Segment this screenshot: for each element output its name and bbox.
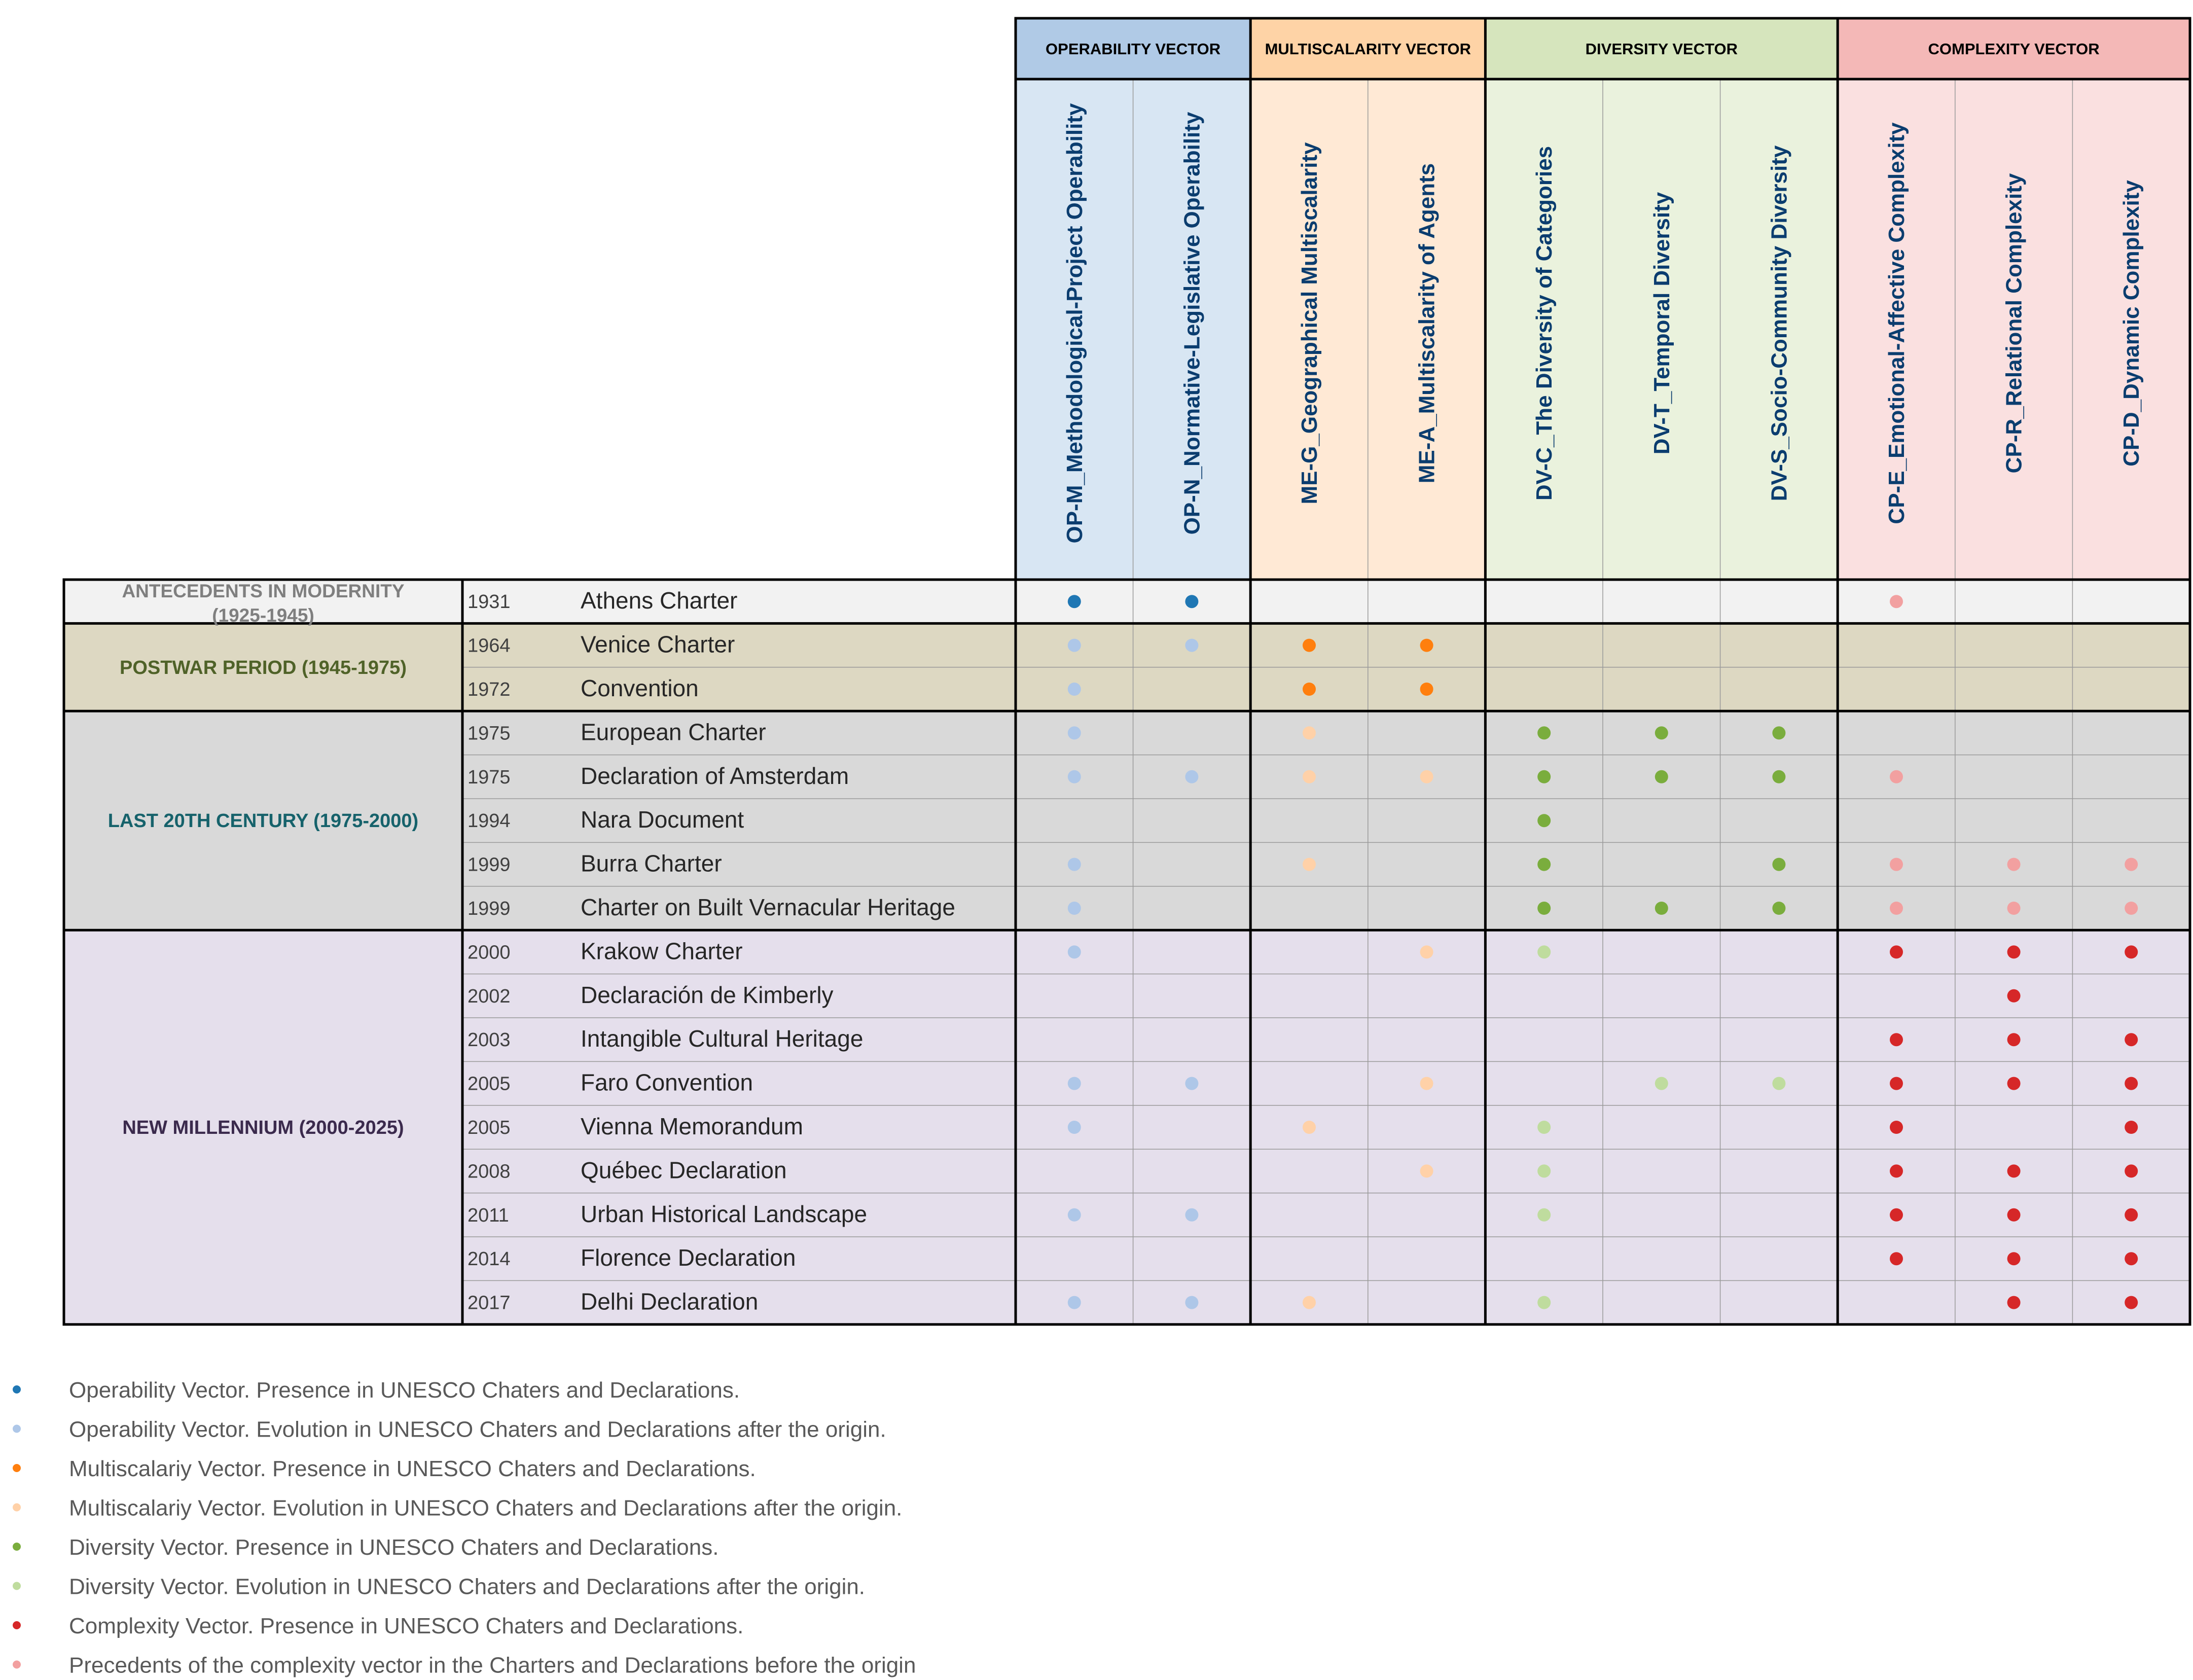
row-name: Delhi Declaration <box>581 1288 759 1315</box>
row-name: Urban Historical Landscape <box>581 1200 868 1227</box>
column-header-label: CP-D_Dynamic Complexity <box>2119 180 2144 467</box>
mark-dot <box>2125 1252 2138 1265</box>
legend-text: Multiscalariy Vector. Presence in UNESCO Chaters and Declarations. <box>69 1456 756 1481</box>
row-year: 1999 <box>468 898 511 919</box>
legend-dot <box>13 1582 21 1590</box>
row-name: Charter on Built Vernacular Heritage <box>581 894 955 920</box>
legend-dot <box>13 1425 21 1433</box>
mark-dot <box>1537 726 1551 739</box>
mark-dot <box>1537 945 1551 958</box>
mark-dot <box>1068 902 1081 915</box>
mark-dot <box>1068 639 1081 652</box>
mark-dot <box>2125 858 2138 871</box>
mark-dot <box>1890 595 1903 608</box>
row-year: 1975 <box>468 723 511 744</box>
column-header-label: OP-M_Methodological-Project Operability <box>1062 103 1087 544</box>
mark-dot <box>2007 902 2021 915</box>
mark-dot <box>2007 1077 2021 1090</box>
row-name: Venice Charter <box>581 631 735 658</box>
legend-dot <box>13 1504 21 1512</box>
row-name: European Charter <box>581 719 766 745</box>
period-label: LAST 20TH CENTURY (1975-2000) <box>107 810 419 832</box>
mark-dot <box>1303 858 1316 871</box>
mark-dot <box>2125 1033 2138 1046</box>
row-name: Intangible Cultural Heritage <box>581 1025 864 1052</box>
mark-dot <box>2007 1164 2021 1177</box>
mark-dot <box>1772 726 1785 739</box>
column-header-label: DV-T_Temporal Diversity <box>1649 192 1674 455</box>
row-name: Florence Declaration <box>581 1244 796 1271</box>
legend-text: Operability Vector. Evolution in UNESCO Chaters and Declarations after the origin. <box>69 1417 886 1442</box>
mark-dot <box>1537 770 1551 783</box>
mark-dot <box>1068 858 1081 871</box>
mark-dot <box>1068 1296 1081 1309</box>
row-year: 2014 <box>468 1248 511 1270</box>
legend-text: Diversity Vector. Presence in UNESCO Chaters and Declarations. <box>69 1535 719 1560</box>
mark-dot <box>1185 1208 1198 1222</box>
period-label: NEW MILLENNIUM (2000-2025) <box>122 1117 404 1138</box>
mark-dot <box>1068 945 1081 958</box>
mark-dot <box>1185 1077 1198 1090</box>
mark-dot <box>1420 683 1433 696</box>
row-year: 2017 <box>468 1292 511 1314</box>
row-year: 2000 <box>468 942 511 963</box>
mark-dot <box>1890 770 1903 783</box>
column-header-label: DV-S_Socio-Community Diversity <box>1767 145 1792 502</box>
mark-dot <box>1185 1296 1198 1309</box>
row-year: 1994 <box>468 810 511 832</box>
mark-dot <box>2125 1208 2138 1222</box>
mark-dot <box>1772 902 1785 915</box>
row-year: 1999 <box>468 854 511 876</box>
mark-dot <box>1068 1121 1081 1134</box>
mark-dot <box>1655 726 1668 739</box>
row-name: Nara Document <box>581 806 744 833</box>
mark-dot <box>1655 770 1668 783</box>
column-header-label: CP-R_Relational Complexity <box>2001 173 2027 474</box>
mark-dot <box>2007 1208 2021 1222</box>
legend-text: Precedents of the complexity vector in the Charters and Declarations before the origin <box>69 1653 916 1677</box>
mark-dot <box>1303 639 1316 652</box>
mark-dot <box>1655 902 1668 915</box>
mark-dot <box>1303 770 1316 783</box>
mark-dot <box>1185 770 1198 783</box>
vector-header-label: DIVERSITY VECTOR <box>1585 40 1738 58</box>
mark-dot <box>2007 945 2021 958</box>
legend-text: Operability Vector. Presence in UNESCO Chaters and Declarations. <box>69 1378 740 1403</box>
mark-dot <box>1772 858 1785 871</box>
row-year: 2002 <box>468 985 511 1007</box>
row-year: 2005 <box>468 1117 511 1138</box>
row-year: 2008 <box>468 1161 511 1183</box>
mark-dot <box>1185 595 1198 608</box>
mark-dot <box>1303 726 1316 739</box>
mark-dot <box>1068 1077 1081 1090</box>
column-header-label: OP-N_Normative-Legislative Operability <box>1179 112 1205 535</box>
mark-dot <box>1537 1121 1551 1134</box>
legend-dot <box>13 1543 21 1551</box>
mark-dot <box>1890 1121 1903 1134</box>
column-header-label: ME-A_Multiscalarity of Agents <box>1414 163 1440 484</box>
mark-dot <box>1420 945 1433 958</box>
mark-dot <box>2007 858 2021 871</box>
mark-dot <box>1303 1296 1316 1309</box>
mark-dot <box>1420 1077 1433 1090</box>
row-year: 1964 <box>468 635 511 657</box>
row-name: Québec Declaration <box>581 1157 787 1184</box>
mark-dot <box>1890 1033 1903 1046</box>
mark-dot <box>2125 1164 2138 1177</box>
column-header-label: ME-G_Geographical Multiscalarity <box>1297 142 1322 505</box>
mark-dot <box>1890 1208 1903 1222</box>
mark-dot <box>1537 902 1551 915</box>
legend-text: Complexity Vector. Presence in UNESCO Chaters and Declarations. <box>69 1614 744 1638</box>
mark-dot <box>1185 639 1198 652</box>
period-sublabel: (1925-1945) <box>212 605 314 626</box>
mark-dot <box>1655 1077 1668 1090</box>
column-header-label: CP-E_Emotional-Affective Complexity <box>1884 122 1909 524</box>
row-year: 2003 <box>468 1029 511 1051</box>
mark-dot <box>2125 1121 2138 1134</box>
row-year: 1972 <box>468 679 511 700</box>
mark-dot <box>1772 770 1785 783</box>
row-year: 2011 <box>468 1204 509 1226</box>
mark-dot <box>1068 1208 1081 1222</box>
mark-dot <box>2125 1296 2138 1309</box>
column-header-label: DV-C_The Diversity of Categories <box>1532 146 1557 501</box>
mark-dot <box>1068 726 1081 739</box>
row-name: Krakow Charter <box>581 938 743 964</box>
mark-dot <box>1303 1121 1316 1134</box>
mark-dot <box>1890 945 1903 958</box>
mark-dot <box>1068 595 1081 608</box>
mark-dot <box>1068 683 1081 696</box>
mark-dot <box>1537 1296 1551 1309</box>
row-name: Convention <box>581 675 699 701</box>
mark-dot <box>1420 1164 1433 1177</box>
legend-dot <box>13 1661 21 1669</box>
legend-text: Multiscalariy Vector. Evolution in UNESCO Chaters and Declarations after the origin. <box>69 1495 903 1521</box>
row-name: Burra Charter <box>581 850 722 877</box>
row-year: 1975 <box>468 766 511 788</box>
row-name: Declaración de Kimberly <box>581 981 834 1008</box>
mark-dot <box>1890 1164 1903 1177</box>
legend <box>13 1378 916 1677</box>
row-year: 2005 <box>468 1073 511 1095</box>
mark-dot <box>1890 902 1903 915</box>
legend-text: Diversity Vector. Evolution in UNESCO Chaters and Declarations after the origin. <box>69 1574 866 1599</box>
mark-dot <box>1890 1077 1903 1090</box>
mark-dot <box>1537 858 1551 871</box>
mark-dot <box>2007 989 2021 1003</box>
period-label: ANTECEDENTS IN MODERNITY <box>122 581 405 602</box>
vector-header-label: OPERABILITY VECTOR <box>1046 40 1221 58</box>
row-name: Vienna Memorandum <box>581 1113 803 1139</box>
row-year: 1931 <box>468 591 511 613</box>
row-name: Declaration of Amsterdam <box>581 762 849 789</box>
mark-dot <box>1420 639 1433 652</box>
legend-dot <box>13 1621 21 1629</box>
legend-dot <box>13 1385 21 1393</box>
mark-dot <box>2007 1033 2021 1046</box>
mark-dot <box>1890 858 1903 871</box>
mark-dot <box>1303 683 1316 696</box>
mark-dot <box>1772 1077 1785 1090</box>
mark-dot <box>2125 945 2138 958</box>
vector-header-label: COMPLEXITY VECTOR <box>1928 40 2100 58</box>
row-name: Athens Charter <box>581 587 738 614</box>
mark-dot <box>2007 1252 2021 1265</box>
mark-dot <box>1537 1208 1551 1222</box>
mark-dot <box>2125 902 2138 915</box>
mark-dot <box>1068 770 1081 783</box>
mark-dot <box>1537 1164 1551 1177</box>
period-label: POSTWAR PERIOD (1945-1975) <box>120 657 407 678</box>
vector-header-label: MULTISCALARITY VECTOR <box>1265 40 1471 58</box>
mark-dot <box>2125 1077 2138 1090</box>
mark-dot <box>1537 814 1551 827</box>
row-name: Faro Convention <box>581 1069 753 1096</box>
mark-dot <box>2007 1296 2021 1309</box>
mark-dot <box>1420 770 1433 783</box>
legend-dot <box>13 1464 21 1472</box>
mark-dot <box>1890 1252 1903 1265</box>
